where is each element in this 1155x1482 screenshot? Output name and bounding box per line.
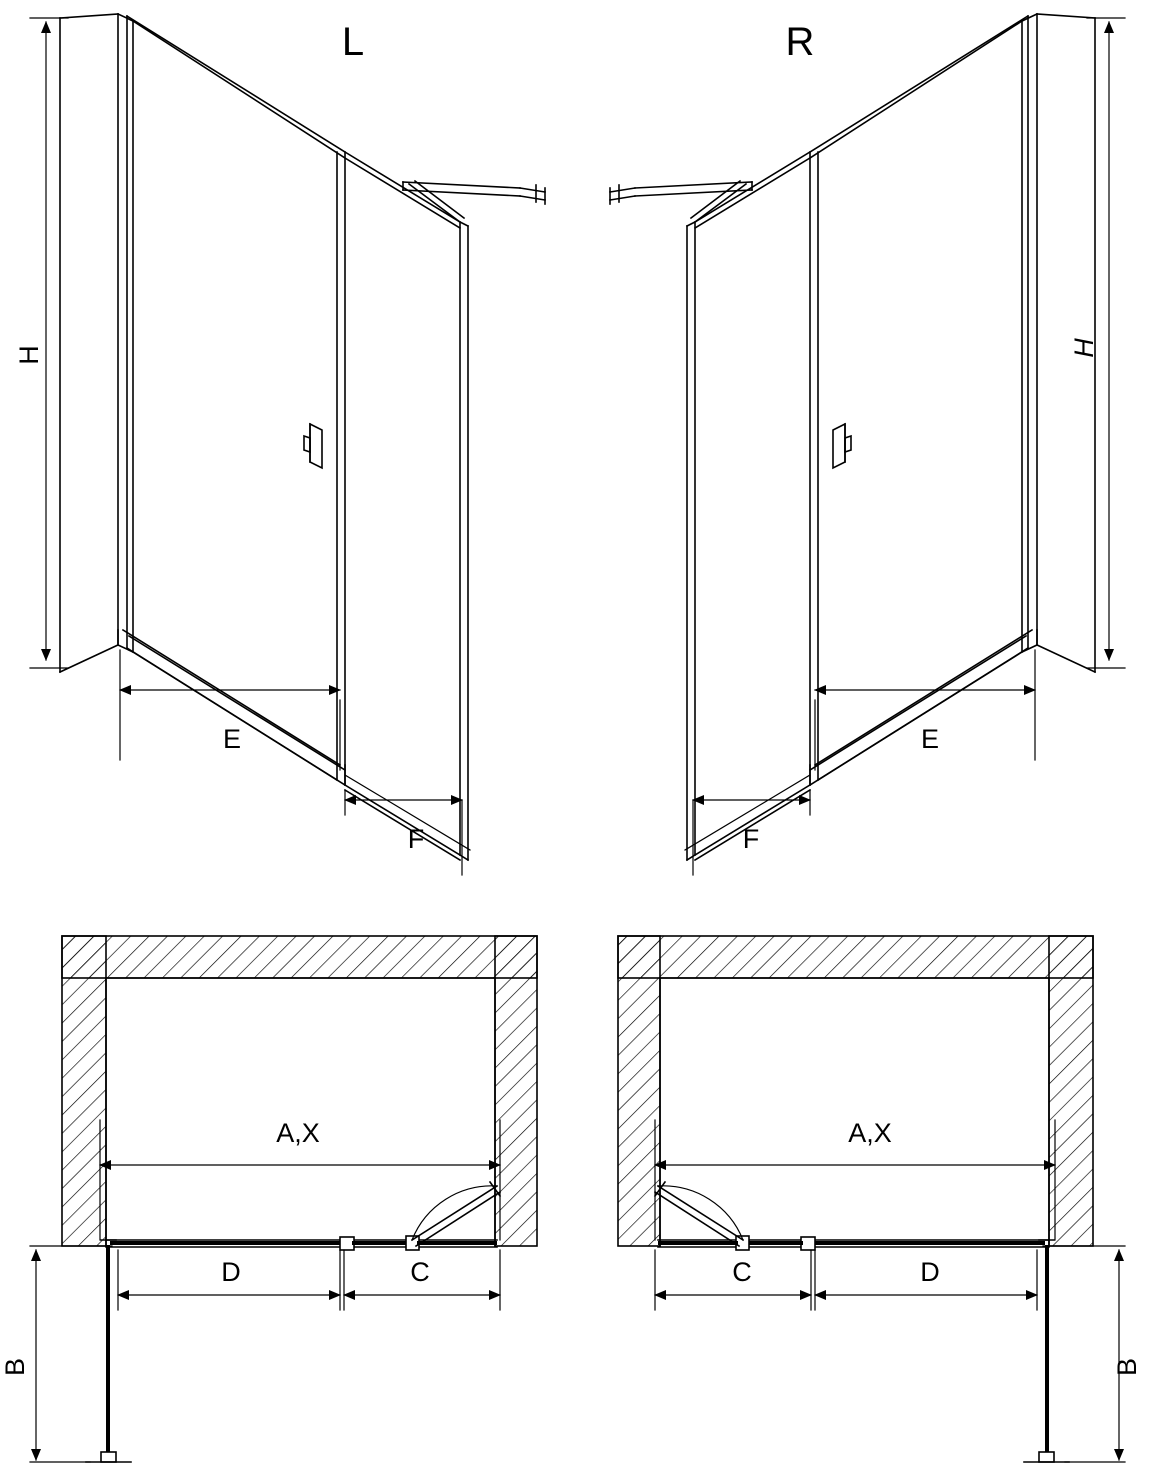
dimension-label-B-left: B (0, 1357, 30, 1377)
dimension-label-D-left: D (221, 1257, 241, 1287)
dimension-label-AX-left: A,X (276, 1118, 320, 1148)
dimension-label-D-right: D (920, 1257, 940, 1287)
view-title-right: R (785, 20, 815, 64)
dimension-label-C-left: C (410, 1257, 430, 1287)
view-title-left: L (341, 20, 365, 64)
dimension-label-H-right: H (1069, 338, 1099, 358)
dimension-label-H-left: H (14, 345, 44, 365)
dimension-label-C-right: C (732, 1257, 752, 1287)
dimension-label-B-right: B (1112, 1357, 1142, 1377)
plan-left-group (30, 936, 537, 1462)
plan-right-group (618, 936, 1125, 1462)
dimension-label-F-left: F (407, 824, 425, 854)
dimension-label-E-right: E (920, 724, 940, 754)
elevation-left-group (30, 14, 545, 875)
elevation-right-group (610, 14, 1125, 875)
dimension-label-AX-right: A,X (848, 1118, 892, 1148)
dimension-label-F-right: F (742, 824, 760, 854)
dimension-label-E-left: E (222, 724, 242, 754)
